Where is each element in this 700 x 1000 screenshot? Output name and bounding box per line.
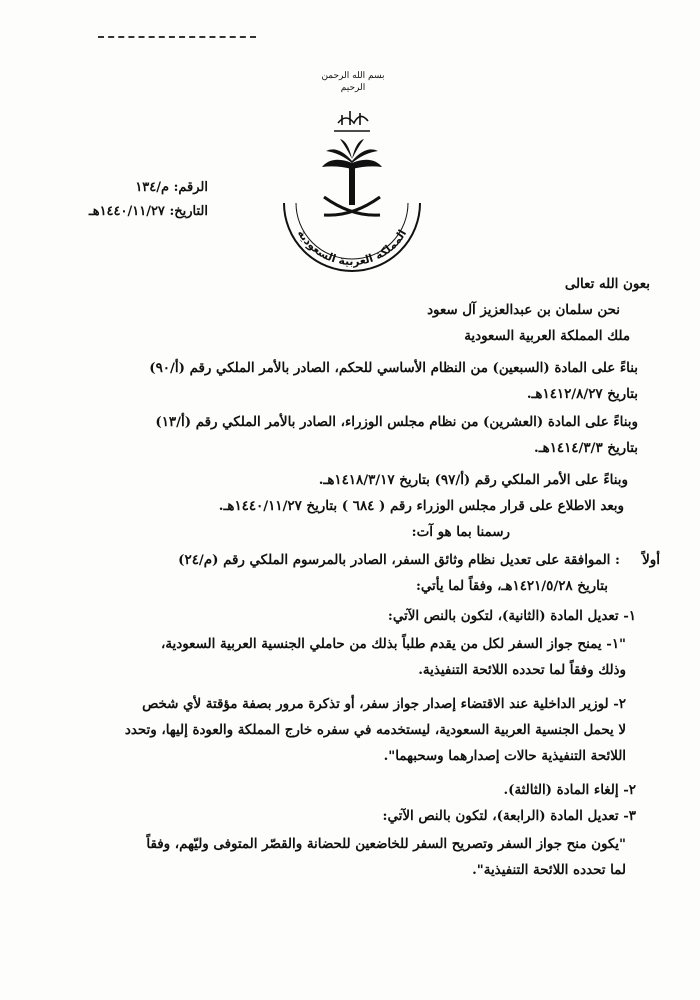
paragraph-council-resolution: وبعد الاطلاع على قرار مجلس الوزراء رقم ( ٦٨٤ ) بتاريخ ١٤٤٠/١١/٢٧هـ. — [218, 498, 624, 514]
amendment-item-1-sub-2-cont: لا يحمل الجنسية العربية السعودية، ليستخدمه في سفره خارج المملكة والعودة إليها، وتحدد — [124, 722, 626, 738]
document-date: التاريخ: ١٤٤٠/١١/٢٧هـ — [88, 204, 208, 219]
svg-text:المملكة العربية السعودية — [295, 227, 409, 268]
amendment-item-3-quote: "يكون منح جواز السفر وتصريح السفر للخاضعين للحضانة والقصّر المتوفى وليّهم، وفقاً — [146, 836, 626, 852]
paragraph-basic-law: بناءً على المادة (السبعين) من النظام الأساسي للحكم، الصادر بالأمر الملكي رقم (أ/٩٠) — [149, 360, 638, 376]
shahada-calligraphy-icon — [334, 111, 370, 131]
paragraph-council-law-date: بتاريخ ١٤١٤/٣/٣هـ. — [534, 440, 638, 456]
opening-line: بعون الله تعالى — [564, 276, 650, 292]
amendment-item-3: ٣- تعديل المادة (الرابعة)، لتكون بالنص الآتي: — [382, 808, 636, 824]
amendment-item-1-quote: "١- يمنح جواز السفر لكل من يقدم طلباً بذلك من حاملي الجنسية العربية السعودية، — [161, 636, 626, 652]
amendment-item-1-quote-end: وذلك وفقاً لما تحدده اللائحة التنفيذية. — [418, 662, 626, 678]
clause-first-date: بتاريخ ١٤٢١/٥/٢٨هـ، وفقاً لما يأتي: — [415, 578, 608, 594]
king-title-line: ملك المملكة العربية السعودية — [464, 328, 630, 344]
decree-statement: رسمنا بما هو آت: — [411, 524, 510, 540]
clause-first-label: أولاً — [642, 552, 660, 568]
king-name-line: نحن سلمان بن عبدالعزيز آل سعود — [427, 302, 620, 318]
reference-block — [48, 176, 208, 224]
amendment-item-1: ١- تعديل المادة (الثانية)، لتكون بالنص الآتي: — [387, 608, 636, 624]
top-dashed-rule — [98, 36, 256, 38]
amendment-item-1-sub-2-end: اللائحة التنفيذية حالات إصدارهما وسحبهما". — [383, 748, 626, 764]
paragraph-council-law: وبناءً على المادة (العشرين) من نظام مجلس الوزراء، الصادر بالأمر الملكي رقم (أ/١٣) — [155, 414, 638, 430]
amendment-item-2: ٢- إلغاء المادة (الثالثة). — [503, 782, 636, 798]
paragraph-basic-law-date: بتاريخ ١٤١٢/٨/٢٧هـ. — [526, 386, 638, 402]
amendment-item-1-sub-2: ٢- لوزير الداخلية عند الاقتضاء إصدار جواز سفر، أو تذكرة مرور بصفة مؤقتة لأي شخص — [142, 696, 626, 712]
basmala: بسم الله الرحمن الرحيم — [321, 71, 385, 93]
saudi-emblem — [272, 85, 432, 275]
clause-first-text: : الموافقة على تعديل نظام وثائق السفر، الصادر بالمرسوم الملكي رقم (م/٢٤) — [178, 552, 620, 568]
emblem-caption: المملكة العربية السعودية — [294, 227, 410, 269]
paragraph-royal-order: وبناءً على الأمر الملكي رقم (أ/٩٧) بتاريخ ١٤١٨/٣/١٧هـ. — [318, 472, 628, 488]
document-number: الرقم: م/١٣٤ — [135, 180, 208, 195]
amendment-item-3-quote-end: لما تحدده اللائحة التنفيذية". — [472, 862, 626, 878]
palm-tree-icon — [322, 139, 382, 205]
